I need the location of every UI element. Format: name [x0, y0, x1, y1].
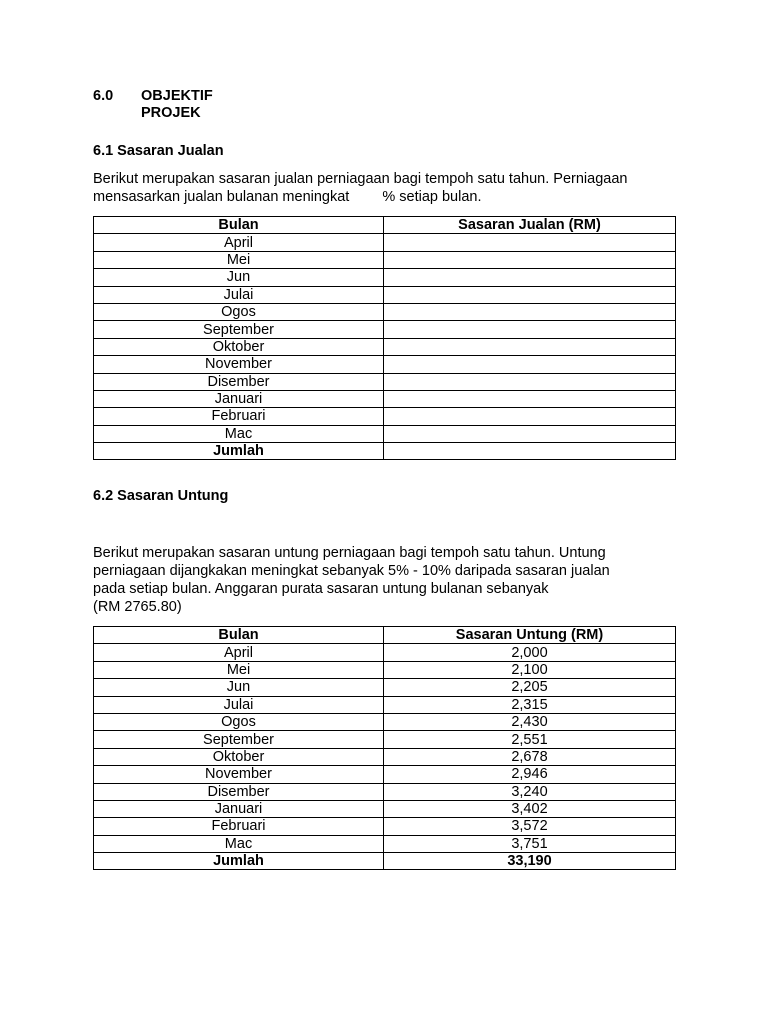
value-cell: [384, 373, 676, 390]
total-label: Jumlah: [94, 443, 384, 460]
table-row: [94, 766, 676, 783]
table-row: [94, 321, 676, 338]
profit-paragraph-line: pada setiap bulan. Anggaran purata sasaran untung bulanan sebanyak: [93, 581, 549, 597]
month-cell: Oktober: [94, 338, 384, 355]
profit-paragraph-line: (RM 2765.80): [93, 599, 182, 615]
month-cell: Mei: [94, 661, 384, 678]
table-row: [94, 286, 676, 303]
value-cell: 2,205: [384, 679, 676, 696]
month-cell: Mac: [94, 835, 384, 852]
table-row: [94, 373, 676, 390]
table-row: [94, 835, 676, 852]
total-value: [384, 443, 676, 460]
profit-paragraph-line: Berikut merupakan sasaran untung perniagaan bagi tempoh satu tahun. Untung: [93, 545, 606, 561]
value-cell: [384, 286, 676, 303]
table-row: [94, 425, 676, 442]
column-header-profit-target: Sasaran Untung (RM): [384, 627, 676, 644]
value-cell: [384, 251, 676, 268]
month-cell: Ogos: [94, 713, 384, 730]
sales-target-table: [93, 216, 676, 460]
table-row: [94, 661, 676, 678]
table-row: [94, 713, 676, 730]
value-cell: [384, 356, 676, 373]
sales-paragraph-text: % setiap bulan.: [382, 189, 482, 205]
table-row: [94, 251, 676, 268]
profit-heading: 6.2 Sasaran Untung: [93, 488, 229, 504]
month-cell: September: [94, 321, 384, 338]
month-cell: Mei: [94, 251, 384, 268]
table-total-row: [94, 853, 676, 870]
value-cell: 3,240: [384, 783, 676, 800]
value-cell: [384, 321, 676, 338]
profit-paragraph: [93, 544, 693, 616]
value-cell: [384, 338, 676, 355]
table-total-row: [94, 443, 676, 460]
table-row: [94, 731, 676, 748]
value-cell: [384, 390, 676, 407]
month-cell: Februari: [94, 408, 384, 425]
column-header-month: Bulan: [94, 217, 384, 234]
table-row: [94, 234, 676, 251]
sales-heading: 6.1 Sasaran Jualan: [93, 143, 224, 159]
table-row: [94, 800, 676, 817]
table-row: [94, 303, 676, 320]
value-cell: [384, 408, 676, 425]
value-cell: 2,946: [384, 766, 676, 783]
total-label: Jumlah: [94, 853, 384, 870]
month-cell: Januari: [94, 800, 384, 817]
value-cell: 2,000: [384, 644, 676, 661]
value-cell: 2,100: [384, 661, 676, 678]
table-row: [94, 269, 676, 286]
month-cell: Disember: [94, 373, 384, 390]
profit-paragraph-line: perniagaan dijangkakan meningkat sebanyak 5% - 10% daripada sasaran jualan: [93, 563, 610, 579]
table-row: [94, 408, 676, 425]
month-cell: Disember: [94, 783, 384, 800]
value-cell: 3,572: [384, 818, 676, 835]
month-cell: Januari: [94, 390, 384, 407]
table-row: [94, 696, 676, 713]
column-header-month: Bulan: [94, 627, 384, 644]
table-header-row: [94, 217, 676, 234]
section-title: OBJEKTIF PROJEK: [141, 88, 213, 121]
table-row: [94, 818, 676, 835]
value-cell: 2,678: [384, 748, 676, 765]
value-cell: [384, 269, 676, 286]
month-cell: Julai: [94, 286, 384, 303]
column-header-sales-target: Sasaran Jualan (RM): [384, 217, 676, 234]
month-cell: November: [94, 356, 384, 373]
month-cell: Jun: [94, 269, 384, 286]
table-row: [94, 338, 676, 355]
value-cell: 2,430: [384, 713, 676, 730]
month-cell: Ogos: [94, 303, 384, 320]
value-cell: [384, 234, 676, 251]
total-value: 33,190: [384, 853, 676, 870]
table-header-row: [94, 627, 676, 644]
table-row: [94, 390, 676, 407]
value-cell: 2,551: [384, 731, 676, 748]
table-row: [94, 783, 676, 800]
table-row: [94, 644, 676, 661]
value-cell: 3,402: [384, 800, 676, 817]
sales-paragraph-line: Berikut merupakan sasaran jualan perniagaan bagi tempoh satu tahun. Perniagaan: [93, 171, 628, 187]
month-cell: Februari: [94, 818, 384, 835]
month-cell: September: [94, 731, 384, 748]
table-row: [94, 679, 676, 696]
sales-paragraph-line: [93, 188, 693, 206]
value-cell: [384, 303, 676, 320]
month-cell: Jun: [94, 679, 384, 696]
month-cell: Oktober: [94, 748, 384, 765]
month-cell: April: [94, 234, 384, 251]
section-number: 6.0: [93, 88, 114, 104]
sales-paragraph-text: mensasarkan jualan bulanan meningkat: [93, 189, 350, 205]
month-cell: Mac: [94, 425, 384, 442]
month-cell: April: [94, 644, 384, 661]
table-row: [94, 356, 676, 373]
value-cell: 3,751: [384, 835, 676, 852]
sales-paragraph: [93, 170, 693, 206]
month-cell: November: [94, 766, 384, 783]
profit-target-table: [93, 626, 676, 870]
value-cell: 2,315: [384, 696, 676, 713]
value-cell: [384, 425, 676, 442]
month-cell: Julai: [94, 696, 384, 713]
table-row: [94, 748, 676, 765]
